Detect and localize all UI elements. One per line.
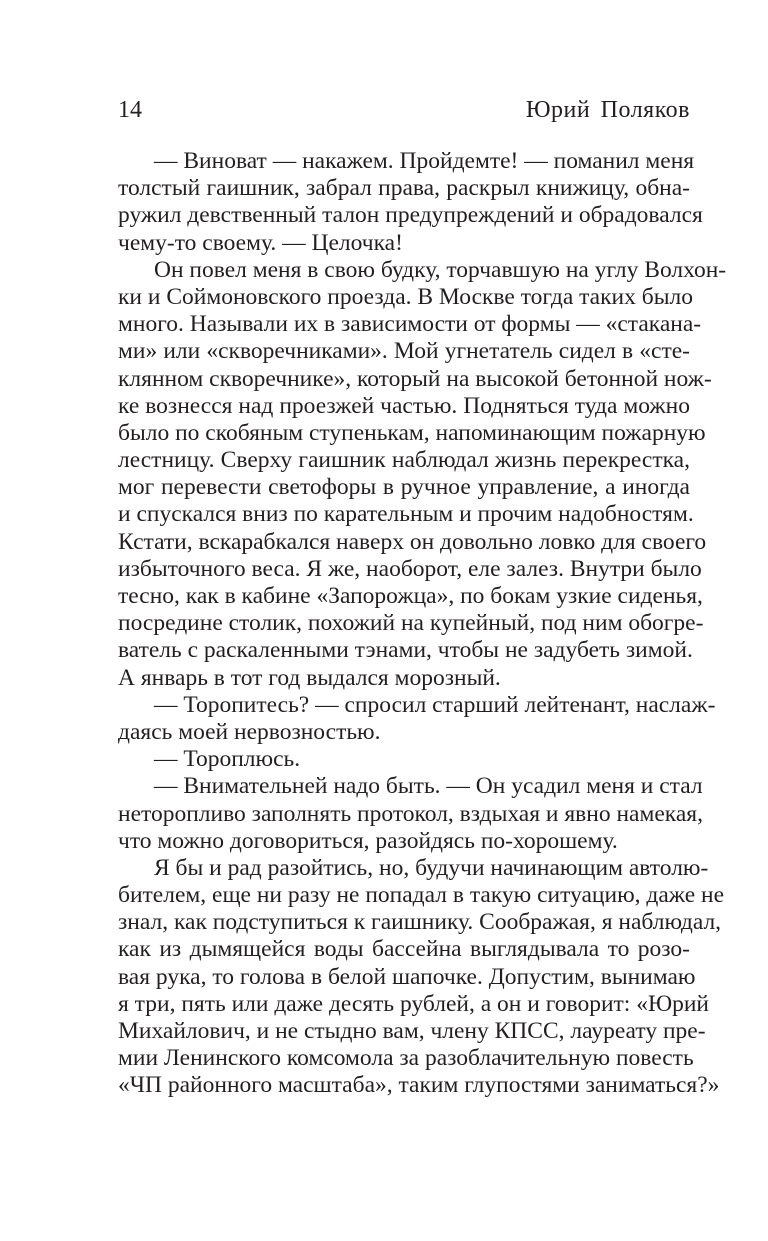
text-line: Я бы и рад разойтись, но, будучи начинающим автолю- [154,854,709,881]
text-line: вая рука, то голова в белой шапочке. Допустим, вынимаю [118,963,696,990]
text-line: неторопливо заполнять протокол, вздыхая и явно намекая, [118,800,703,827]
text-line: посредине столик, похожий на купейный, под ним обогре- [118,610,704,637]
text-line: — Виноват — накажем. Пройдемте! — поманил меня [154,148,695,174]
text-line: много. Называли их в зависимости от формы — «стакана- [118,311,702,338]
text-line: мог перевести светофоры в ручное управление, а иногда [118,474,690,501]
text-line: что можно договориться, разойдясь по-хорошему. [118,827,618,854]
text-line: — Тороплюсь. [154,746,301,773]
text-line: я три, пять или даже десять рублей, а он и говорит: «Юрий [118,990,709,1017]
text-line: тесно, как в кабине «Запорожца», по бокам узкие сиденья, [118,583,703,609]
text-line: ке вознесся над проезжей частью. Подняться туда можно [118,392,690,419]
text-line: — Внимательней надо быть. — Он усадил меня и стал [154,773,703,800]
text-line: мии Ленинского комсомола за разоблачительную повесть [118,1045,694,1072]
book-page [118,0,727,1241]
text-line: чему-то своему. — Целочка! [118,229,403,256]
text-line: Он повел меня в свою будку, торчавшую на углу Волхон- [154,256,727,283]
text-line: ружил девственный талон предупреждений и обрадовался [118,202,703,229]
text-line: Михайлович, и не стыдно вам, члену КПСС, лауреату пре- [118,1018,706,1044]
text-line: лестницу. Сверху гаишник наблюдал жизнь перекрестка, [118,447,690,474]
text-line: бителем, еще ни разу не попадал в такую ситуацию, даже не [118,882,725,909]
text-line: А январь в тот год выдался морозный. [118,664,501,691]
page-header [118,94,690,126]
text-line: ватель с раскаленными тэнами, чтобы не задубеть зимой. [118,637,693,664]
text-line: «ЧП районного масштаба», таким глупостями заниматься?» [118,1072,720,1099]
body-text [118,148,727,1100]
text-line: ки и Соймоновского проезда. В Москве тогда таких было [118,283,693,310]
text-line: толстый гаишник, забрал права, раскрыл книжицу, обна- [118,175,690,202]
text-line: было по скобяным ступенькам, напоминающим пожарную [118,419,706,446]
text-line: клянном скворечнике», который на высокой бетонной нож- [118,365,712,392]
text-line: и спускался вниз по карательным и прочим надобностям. [118,501,694,528]
text-line: знал, как подступиться к гаишнику. Соображая, я наблюдал, [118,909,722,936]
text-line: избыточного веса. Я же, наоборот, еле залез. Внутри было [118,555,702,582]
text-line: Кстати, вскарабкался наверх он довольно ловко для своего [118,528,707,555]
text-line: как из дымящейся воды бассейна выглядывала то розо- [118,936,690,963]
text-line: даясь моей нервозностью. [118,718,381,745]
page-number: 14 [118,97,142,123]
running-head: Юрий Поляков [525,97,690,123]
text-line: ми» или «скворечниками». Мой угнетатель сидел в «сте- [118,338,690,365]
text-line: — Торопитесь? — спросил старший лейтенант, наслаж- [154,691,716,718]
